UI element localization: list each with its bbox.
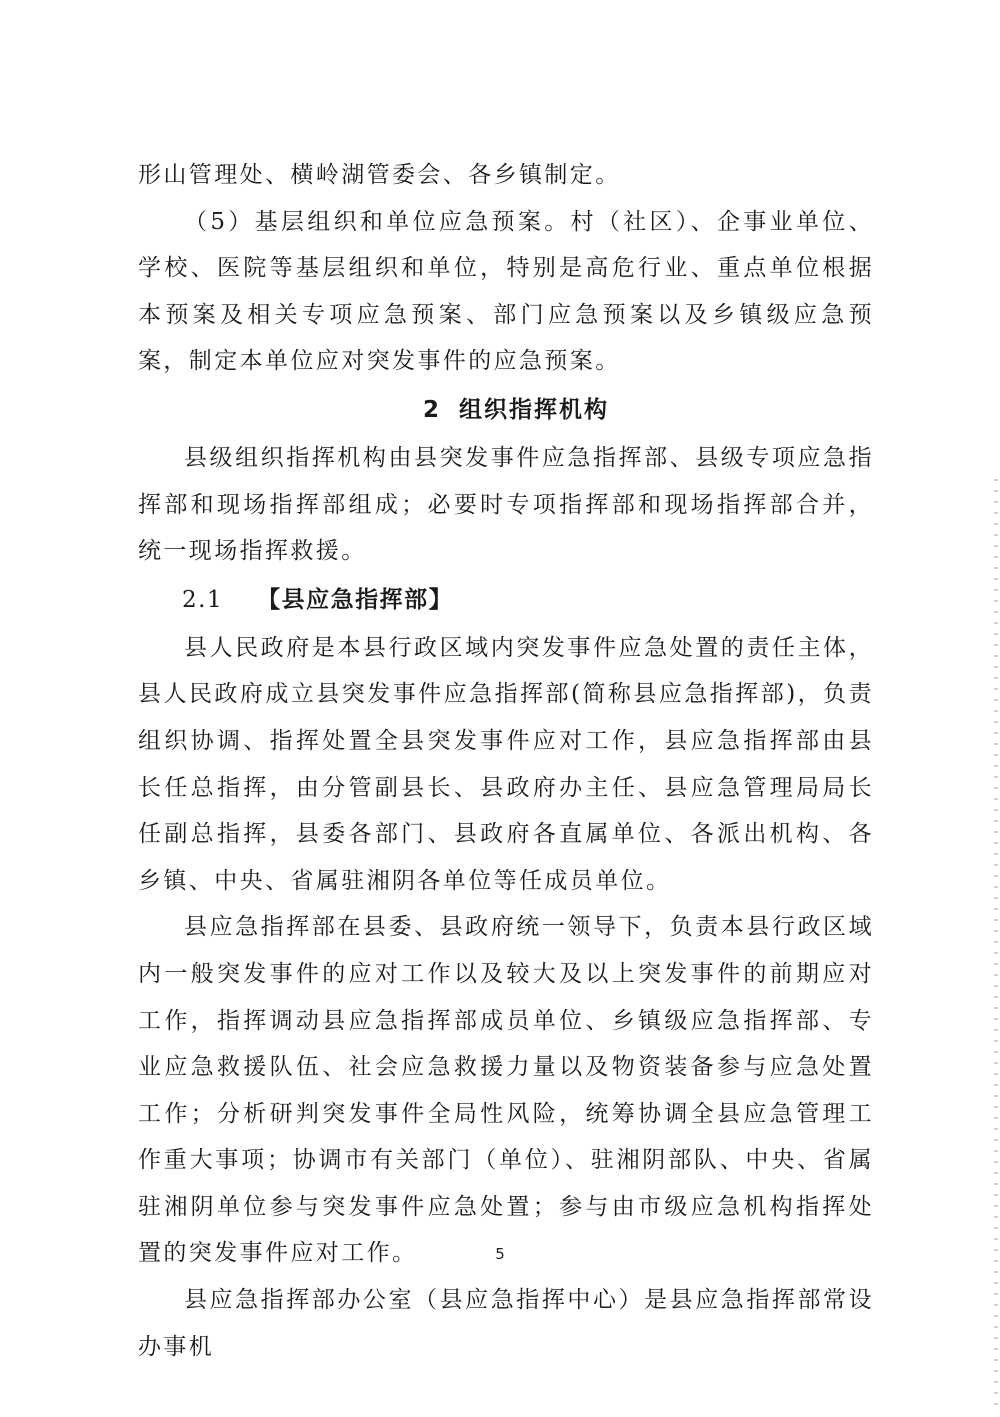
document-body [138,152,874,1370]
subsection-title: 【县应急指挥部】 [257,586,454,613]
subsection-heading [138,575,874,625]
paragraph-office: 县应急指挥部办公室（县应急指挥中心）是县应急指挥部常设办事机 [138,1287,874,1360]
page-number: 5 [495,1245,505,1263]
section-title: 组织指挥机构 [459,396,609,423]
paragraph-continuation: 形山管理处、横岭湖管委会、各乡镇制定。 [138,162,621,188]
paragraph-grassroots-plans: （5）基层组织和单位应急预案。村（社区）、企事业单位、学校、医院等基层组织和单位，特别是高危行业、重点单位根据本预案及相关专项应急预案、部门应急预案以及乡镇级应急预案，制定本单位应对突发事件的应急预案。 [138,208,874,375]
paragraph-responsibility: 县人民政府是本县行政区域内突发事件应急处置的责任主体，县人民政府成立县突发事件应急指挥部(简称县应急指挥部)，负责组织协调、指挥处置全县突发事件应对工作，县应急指挥部由县长任总指挥，由分管副县长、县政府办主任、县应急管理局局长任副总指挥，县委各部门、县政府各直属单位、各派出机构、各乡镇、中央、省属驻湘阴各单位等任成员单位。 [138,634,874,894]
subsection-number: 2.1 [182,586,224,613]
paragraph-duties: 县应急指挥部在县委、县政府统一领导下，负责本县行政区域内一般突发事件的应对工作以及较大及以上突发事件的前期应对工作，指挥调动县应急指挥部成员单位、乡镇级应急指挥部、专业应急救援队伍、社会应急救援力量以及物资装备参与应急处置工作；分析研判突发事件全局性风险，统筹协调全县应急管理工作重大事项；协调市有关部门（单位）、驻湘阴部队、中央、省属驻湘阴单位参与突发事件应急处置；参与由市级应急机构指挥处置的突发事件应对工作。 [138,914,874,1267]
scan-edge-artifact [994,470,998,1410]
section-heading [138,385,874,435]
paragraph-section-intro: 县级组织指挥机构由县突发事件应急指挥部、县级专项应急指挥部和现场指挥部组成；必要时专项指挥部和现场指挥部合并，统一现场指挥救援。 [138,444,874,565]
section-number: 2 [422,396,441,423]
